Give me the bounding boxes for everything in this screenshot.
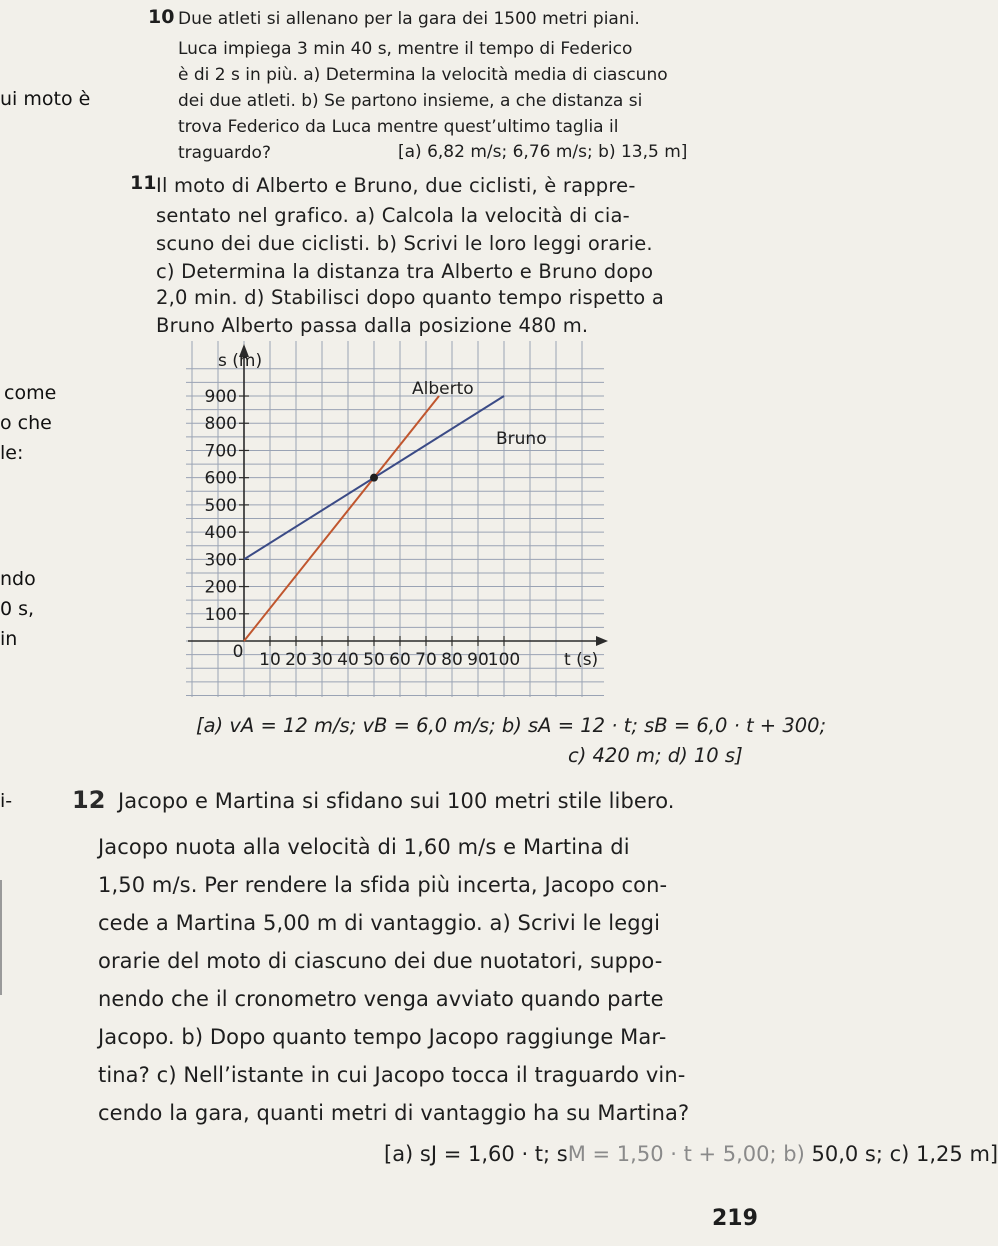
margin-fragment: come xyxy=(4,382,57,404)
y-tick-label: 500 xyxy=(204,495,237,516)
problem-text-line: scuno dei due ciclisti. b) Scrivi le loro leggi orarie. xyxy=(156,232,653,255)
problem-text-line: c) Determina la distanza tra Alberto e Bruno dopo xyxy=(156,260,654,283)
problem-text-line: dei due atleti. b) Se partono insieme, a che distanza si xyxy=(178,91,643,111)
answer-faded: M = 1,50 · t + 5,00; b) xyxy=(567,1142,805,1166)
y-tick-label: 600 xyxy=(204,468,237,489)
y-axis-label: s (m) xyxy=(218,351,263,371)
x-tick-label: 20 xyxy=(285,650,307,670)
problem-text-line: cendo la gara, quanti metri di vantaggio ha su Martina? xyxy=(98,1101,690,1125)
answer-start: [a) sJ = 1,60 · t; s xyxy=(384,1142,568,1166)
problem-answer: [a) 6,82 m/s; 6,76 m/s; b) 13,5 m] xyxy=(398,142,688,162)
margin-fragment: o che xyxy=(0,412,52,434)
x-tick-label: 50 xyxy=(363,650,385,670)
y-tick-label: 100 xyxy=(204,604,237,625)
problem-text-line: Luca impiega 3 min 40 s, mentre il tempo di Federico xyxy=(178,39,633,59)
problem-text-line: orarie del moto di ciascuno dei due nuotatori, suppo- xyxy=(98,949,663,973)
margin-fragment: ui moto è xyxy=(0,88,91,110)
y-tick-label: 700 xyxy=(204,441,237,462)
problem-answer: c) 420 m; d) 10 s] xyxy=(568,744,743,767)
x-tick-label: 40 xyxy=(337,650,359,670)
margin-fragment: in xyxy=(0,628,18,650)
intersection-point xyxy=(370,474,378,482)
problem-text-line: Bruno Alberto passa dalla posizione 480 m. xyxy=(156,314,589,337)
problem-answer xyxy=(384,1142,998,1166)
answer-end: 50,0 s; c) 1,25 m] xyxy=(811,1142,998,1166)
margin-fragment: ndo xyxy=(0,568,36,590)
problem-number: 10 xyxy=(148,6,175,28)
page-number: 219 xyxy=(712,1206,758,1231)
y-tick-label: 900 xyxy=(204,387,237,408)
problem-text-line: è di 2 s in più. a) Determina la velocità media di ciascuno xyxy=(178,65,668,85)
x-tick-label: 60 xyxy=(389,650,411,670)
problem-text-line: Jacopo e Martina si sfidano sui 100 metri stile libero. xyxy=(118,789,675,813)
x-tick-label: 100 xyxy=(487,650,521,670)
problem-text-line: 1,50 m/s. Per rendere la sfida più incerta, Jacopo con- xyxy=(98,873,668,897)
problem-text-line: cede a Martina 5,00 m di vantaggio. a) Scrivi le leggi xyxy=(98,911,661,935)
margin-fragment: le: xyxy=(0,442,24,464)
problem-text-line: sentato nel grafico. a) Calcola la velocità di cia- xyxy=(156,204,630,227)
x-tick-label: 70 xyxy=(415,650,437,670)
series-label-bruno: Bruno xyxy=(496,429,547,449)
margin-fragment: i- xyxy=(0,790,13,812)
problem-text-line: 2,0 min. d) Stabilisci dopo quanto tempo rispetto a xyxy=(156,286,664,309)
y-tick-label: 400 xyxy=(204,523,237,544)
problem-number: 11 xyxy=(130,172,157,194)
y-tick-label: 300 xyxy=(204,550,237,571)
x-axis-arrow xyxy=(596,636,608,646)
problem-text-line: nendo che il cronometro venga avviato quando parte xyxy=(98,987,664,1011)
origin-label: 0 xyxy=(232,642,244,662)
problem-text-line: tina? c) Nell’istante in cui Jacopo tocca il traguardo vin- xyxy=(98,1063,686,1087)
problem-text-line: trova Federico da Luca mentre quest’ultimo taglia il xyxy=(178,117,619,137)
problem-text-line: traguardo? xyxy=(178,143,271,163)
x-axis-label: t (s) xyxy=(564,650,599,670)
problem-text-line: Due atleti si allenano per la gara dei 1500 metri piani. xyxy=(178,9,640,29)
series-label-alberto: Alberto xyxy=(412,379,474,399)
x-tick-label: 30 xyxy=(311,650,333,670)
y-tick-label: 800 xyxy=(204,414,237,435)
problem-number: 12 xyxy=(72,786,106,814)
x-tick-label: 90 xyxy=(467,650,489,670)
problem-text-line: Jacopo. b) Dopo quanto tempo Jacopo raggiunge Mar- xyxy=(98,1025,667,1049)
problem-answer: [a) vA = 12 m/s; vB = 6,0 m/s; b) sA = 12 · t; sB = 6,0 · t + 300; xyxy=(196,714,827,737)
x-tick-label: 10 xyxy=(259,650,281,670)
problem-text-line: Jacopo nuota alla velocità di 1,60 m/s e Martina di xyxy=(98,835,630,859)
margin-fragment: 0 s, xyxy=(0,598,35,620)
x-tick-label: 80 xyxy=(441,650,463,670)
y-tick-label: 200 xyxy=(204,577,237,598)
problem-text-line: Il moto di Alberto e Bruno, due ciclisti, è rappre- xyxy=(156,174,636,197)
